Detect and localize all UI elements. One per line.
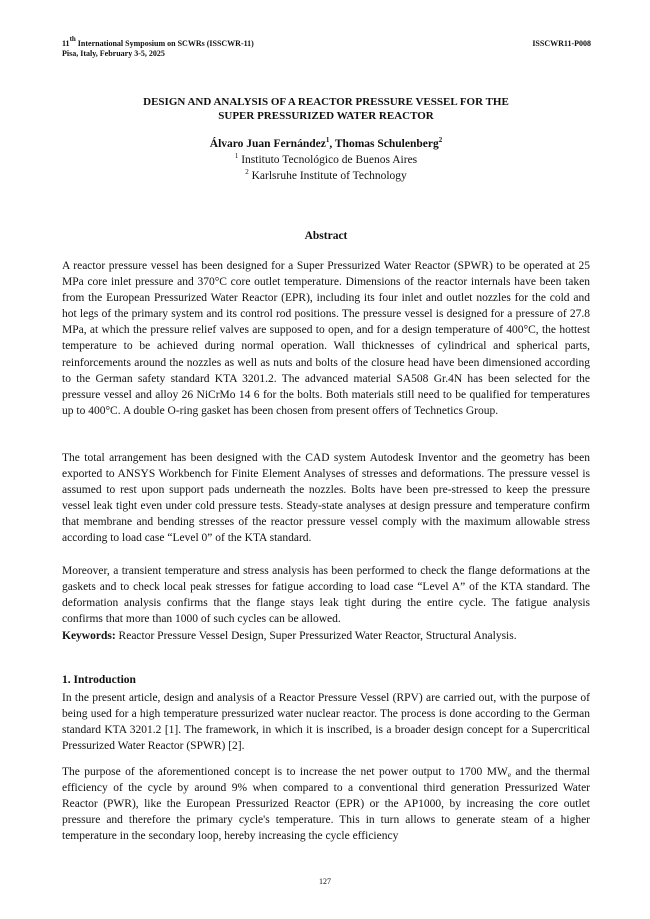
abstract-paragraph-3: Moreover, a transient temperature and stress analysis has been performed to check the flange deformations at the gaskets and to check local peak stresses for fatigue according to load case “Level A” of the KTA standard. The deformation analysis confirms that the flange stays leak tight during the entire cycle. The fatigue analysis confirms that more than 1000 of such cycles can be allowed. — [62, 565, 590, 626]
author-list: Álvaro Juan Fernández$^1$, Thomas Schulenberg$^2$ — [209, 136, 443, 150]
page-number: 127 — [319, 877, 331, 886]
section-heading-introduction: 1. Introduction — [62, 674, 136, 686]
abstract-paragraph-2: The total arrangement has been designed with the CAD system Autodesk Inventor and the geometry has been exported to ANSYS Workbench for Finite Element Analyses of stresses and deformations. The pressure vessel is assumed to rest upon support pads underneath the nozzles. Bolts have been pre-stressed to keep the pressure vessel leak tight even under cold pressure tests. Steady-state analyses at design pressure and temperature confirm that membrane and bending stresses of the reactor pressure vessel comply with the maximum allowable stress according to load case “Level 0” of the KTA standard. — [62, 452, 590, 545]
author-2: Thomas Schulenberg — [334, 138, 439, 150]
abstract-paragraph-1: A reactor pressure vessel has been designed for a Super Pressurized Water Reactor (SPWR) to be operated at 25 MPa core inlet pressure and 370°C core outlet temperature. Dimensions of the reactor internals have been taken from the European Pressurized Water Reactor (EPR), including its four inlet and outlet nozzles for the cold and hot legs of the primary system and its control rod positions. The pressure vessel is designed for a pressure of 27.8 MPa, at which the pressure relief valves are supposed to open, and for a design temperature of 400°C, the hottest temperature to be achieved during normal operation. Wall thicknesses of cylindrical and spherical parts, reinforcements around the nozzles as well as nuts and bolts of the closure head have been dimensioned according to the German safety standard KTA 3201.2. The advanced material SA508 Gr.4N has been selected for the pressure vessel and alloy 26 NiCrMo 14 6 for the bolts. Both materials still need to be qualified for temperatures up to 400°C. A double O-ring gasket has been chosen from present offers of Technetics Group. — [62, 260, 590, 417]
affiliation-2: $^2$ Karlsruhe Institute of Technology — [245, 168, 407, 182]
title-line-1: DESIGN AND ANALYSIS OF A REACTOR PRESSURE VESSEL FOR THE — [143, 96, 509, 108]
conference-header — [62, 35, 254, 59]
keywords-text: Reactor Pressure Vessel Design, Super Pressurized Water Reactor, Structural Analysis. — [115, 630, 517, 642]
affiliation-1: $^1$ Instituto Tecnológico de Buenos Aires — [234, 152, 418, 166]
keywords-label: Keywords: — [62, 630, 116, 642]
author-1: Álvaro Juan Fernández — [209, 138, 326, 150]
keywords — [62, 628, 590, 644]
abstract-heading: Abstract — [304, 230, 348, 242]
paper-id: ISSCWR11-P008 — [532, 39, 591, 48]
paper-title — [62, 95, 590, 123]
title-line-2: SUPER PRESSURIZED WATER REACTOR — [218, 110, 434, 122]
introduction-paragraph-2: The purpose of the aforementioned concept is to increase the net power output to 1700 $MW_e$ and the thermal efficiency of the cycle by around 9% when compared to a conventional third generation Pressurized Water Reactor (PWR), like the European Pressurized Reactor (EPR) or the AP1000, by increasing the core outlet pressure and therefore the primary cycle's temperature. This in turn allows to generate steam of a higher temperature in the secondary loop, hereby increasing the cycle efficiency — [62, 766, 591, 843]
conference-name: 11th International Symposium on SCWRs (ISSCWR-11) — [62, 35, 254, 48]
conference-location: Pisa, Italy, February 3-5, 2025 — [62, 49, 165, 58]
introduction-paragraph-1: In the present article, design and analysis of a Reactor Pressure Vessel (RPV) are carried out, with the purpose of being used for a high temperature pressurized water nuclear reactor. The process is done according to the German standard KTA 3201.2 [1]. The framework, in which it is inscribed, is a broader design concept for a Supercritical Pressurized Water Reactor (SPWR) [2]. — [62, 692, 590, 753]
